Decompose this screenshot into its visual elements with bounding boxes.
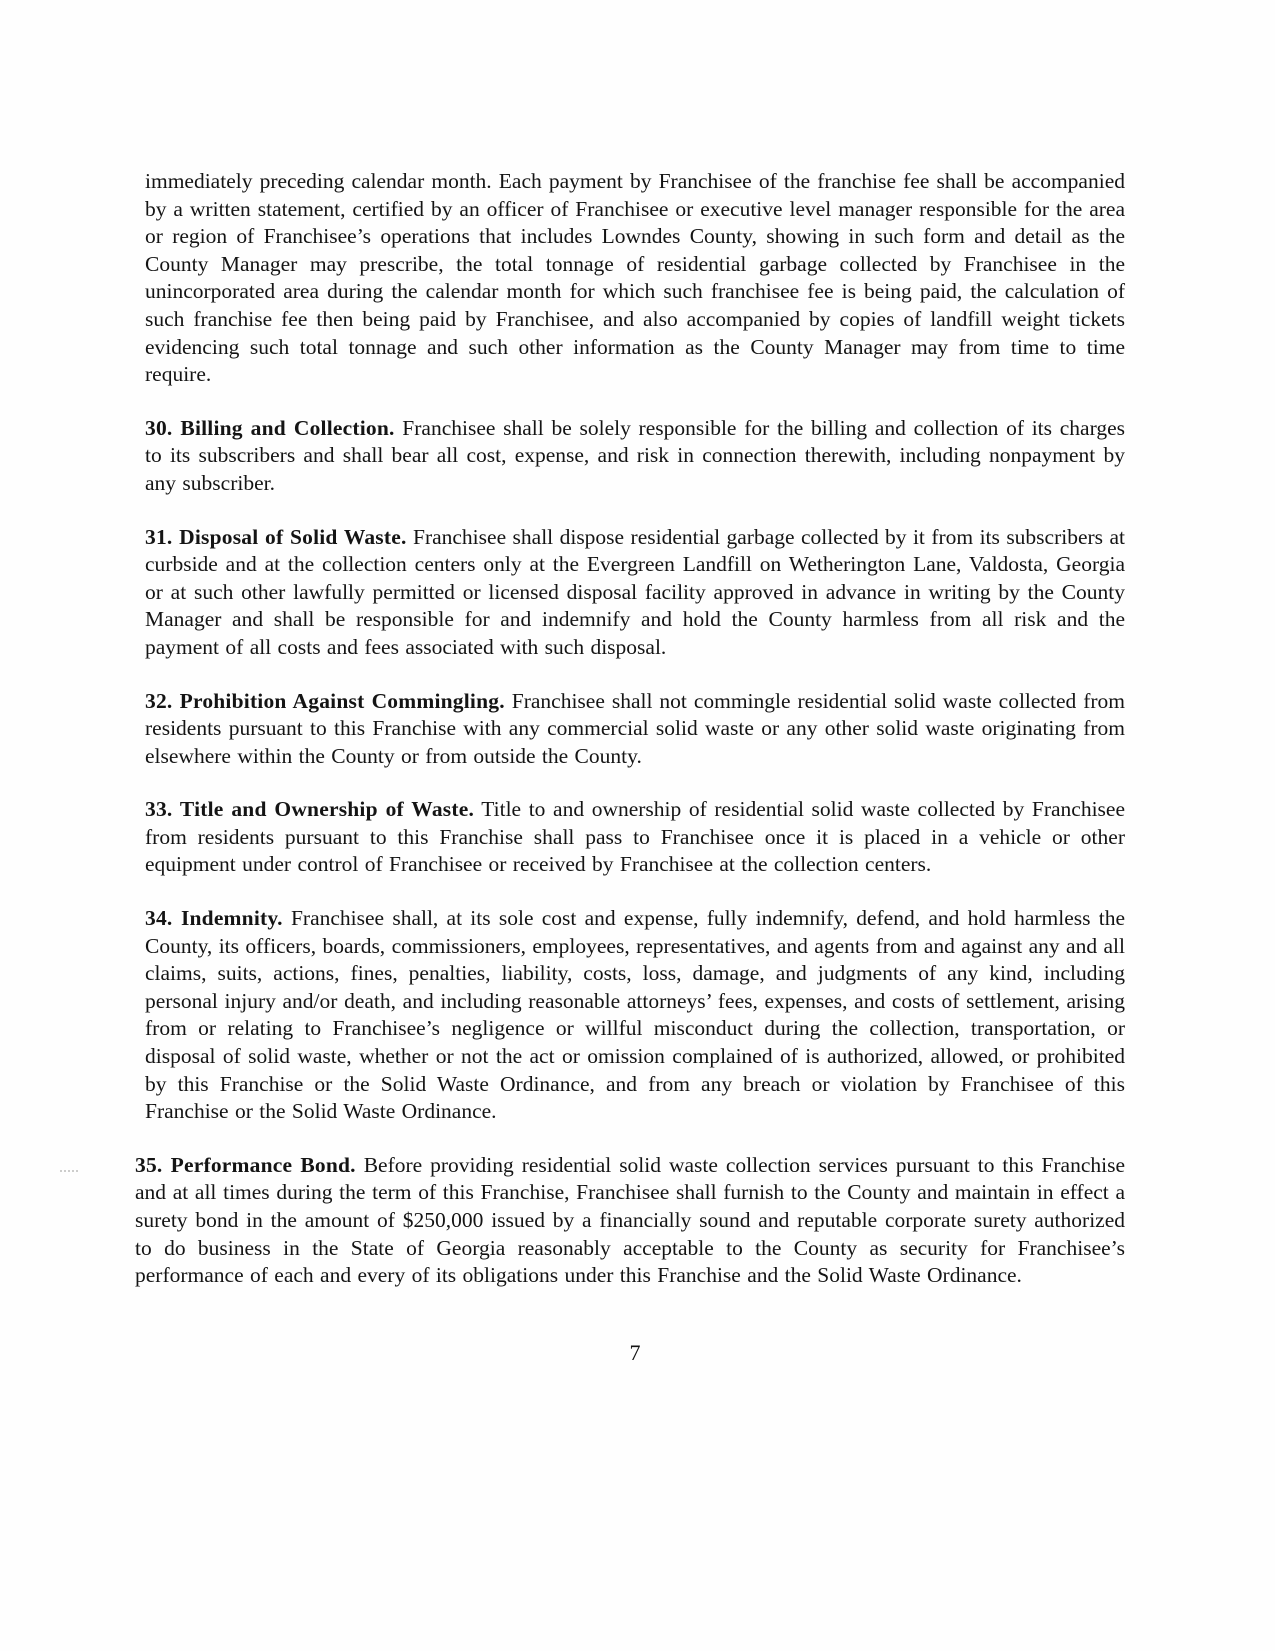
section-30-number: 30. [145, 415, 173, 440]
section-35-title: Performance Bond. [170, 1152, 356, 1177]
scan-smudge-artifact [60, 1170, 78, 1173]
section-34-body: Franchisee shall, at its sole cost and expense, fully indemnify, defend, and hold harmless the County, its officers, boards, commissioners, employees, representatives, and agents from and against any and all claims, suits, actions, fines, penalties, liability, costs, loss, damage, and judgments of any kind, including personal injury and/or death, and including reasonable attorneys’ fees, expenses, and costs of settlement, arising from or relating to Franchisee’s negligence or willful misconduct during the collection, transportation, or disposal of solid waste, whether or not the act or omission complained of is authorized, allowed, or prohibited by this Franchise or the Solid Waste Ordinance, and from any breach or violation by Franchisee of this Franchise or the Solid Waste Ordinance. [145, 906, 1126, 1124]
section-35-paragraph [135, 1152, 1125, 1290]
section-30-heading [145, 416, 395, 440]
section-34-number: 34. [145, 906, 173, 931]
section-31-body: Franchisee shall dispose residential garbage collected by it from its subscribers at curbside and at the collection centers only at the Evergreen Landfill on Wetherington Lane, Valdosta, Georgia or at such other lawfully permitted or licensed disposal facility approved in advance in writing by the County Manager and shall be responsible for and indemnify and hold the County harmless from all risk and the payment of all costs and fees associated with such disposal. [145, 524, 1125, 659]
section-32-body: Franchisee shall not commingle residential solid waste collected from residents pursuant to this Franchise with any commercial solid waste or any other solid waste originating from elsewhere within the County or from outside the County. [145, 688, 1125, 768]
section-31-number: 31. [145, 524, 173, 549]
section-34-heading [145, 906, 283, 930]
section-32-heading [145, 689, 505, 713]
document-content [135, 168, 1126, 1366]
section-32-number: 32. [145, 688, 173, 713]
section-30-body: Franchisee shall be solely responsible for the billing and collection of its charges to its subscribers and shall bear all cost, expense, and risk in connection therewith, including nonpayment by any subscriber. [145, 415, 1126, 495]
section-33-number: 33. [145, 797, 173, 822]
section-33-paragraph [145, 796, 1125, 879]
section-33-body: Title to and ownership of residential solid waste collected by Franchisee from residents pursuant to this Franchise shall pass to Franchisee once it is placed in a vehicle or other equipment under control of Franchisee or received by Franchisee at the collection centers. [145, 797, 1125, 877]
section-33-title: Title and Ownership of Waste. [179, 797, 475, 822]
section-34-title: Indemnity. [180, 906, 283, 931]
page-number: 7 [629, 1339, 641, 1365]
section-33-heading [145, 797, 474, 821]
section-31-paragraph [145, 524, 1125, 662]
section-32-paragraph [145, 688, 1125, 771]
section-34-paragraph [145, 905, 1125, 1126]
section-31-heading [145, 525, 407, 549]
section-35-heading [135, 1153, 356, 1177]
section-32-title: Prohibition Against Commingling. [179, 688, 505, 713]
section-30-paragraph [145, 415, 1125, 498]
section-35-body: Before providing residential solid waste collection services pursuant to this Franchise and at all times during the term of this Franchise, Franchisee shall furnish to the County and maintain in effect a surety bond in the amount of $250,000 issued by a financially sound and reputable corporate surety authorized to do business in the State of Georgia reasonably acceptable to the County as security for Franchisee’s performance of each and every of its obligations under this Franchise and the Solid Waste Ordinance. [135, 1152, 1126, 1288]
paragraph-continuation-text: immediately preceding calendar month. Each payment by Franchisee of the franchise fee shall be accompanied by a written statement, certified by an officer of Franchisee or executive level manager responsible for the area or region of Franchisee’s operations that includes Lowndes County, showing in such form and detail as the County Manager may prescribe, the total tonnage of residential garbage collected by Franchisee in the unincorporated area during the calendar month for which such franchisee fee is being paid, the calculation of such franchise fee then being paid by Franchisee, and also accompanied by copies of landfill weight tickets evidencing such total tonnage and such other information as the County Manager may from time to time require. [145, 169, 1125, 387]
paragraph-continuation [145, 168, 1125, 389]
section-35-number: 35. [135, 1152, 163, 1177]
section-31-title: Disposal of Solid Waste. [179, 524, 407, 549]
section-30-title: Billing and Collection. [180, 415, 395, 440]
